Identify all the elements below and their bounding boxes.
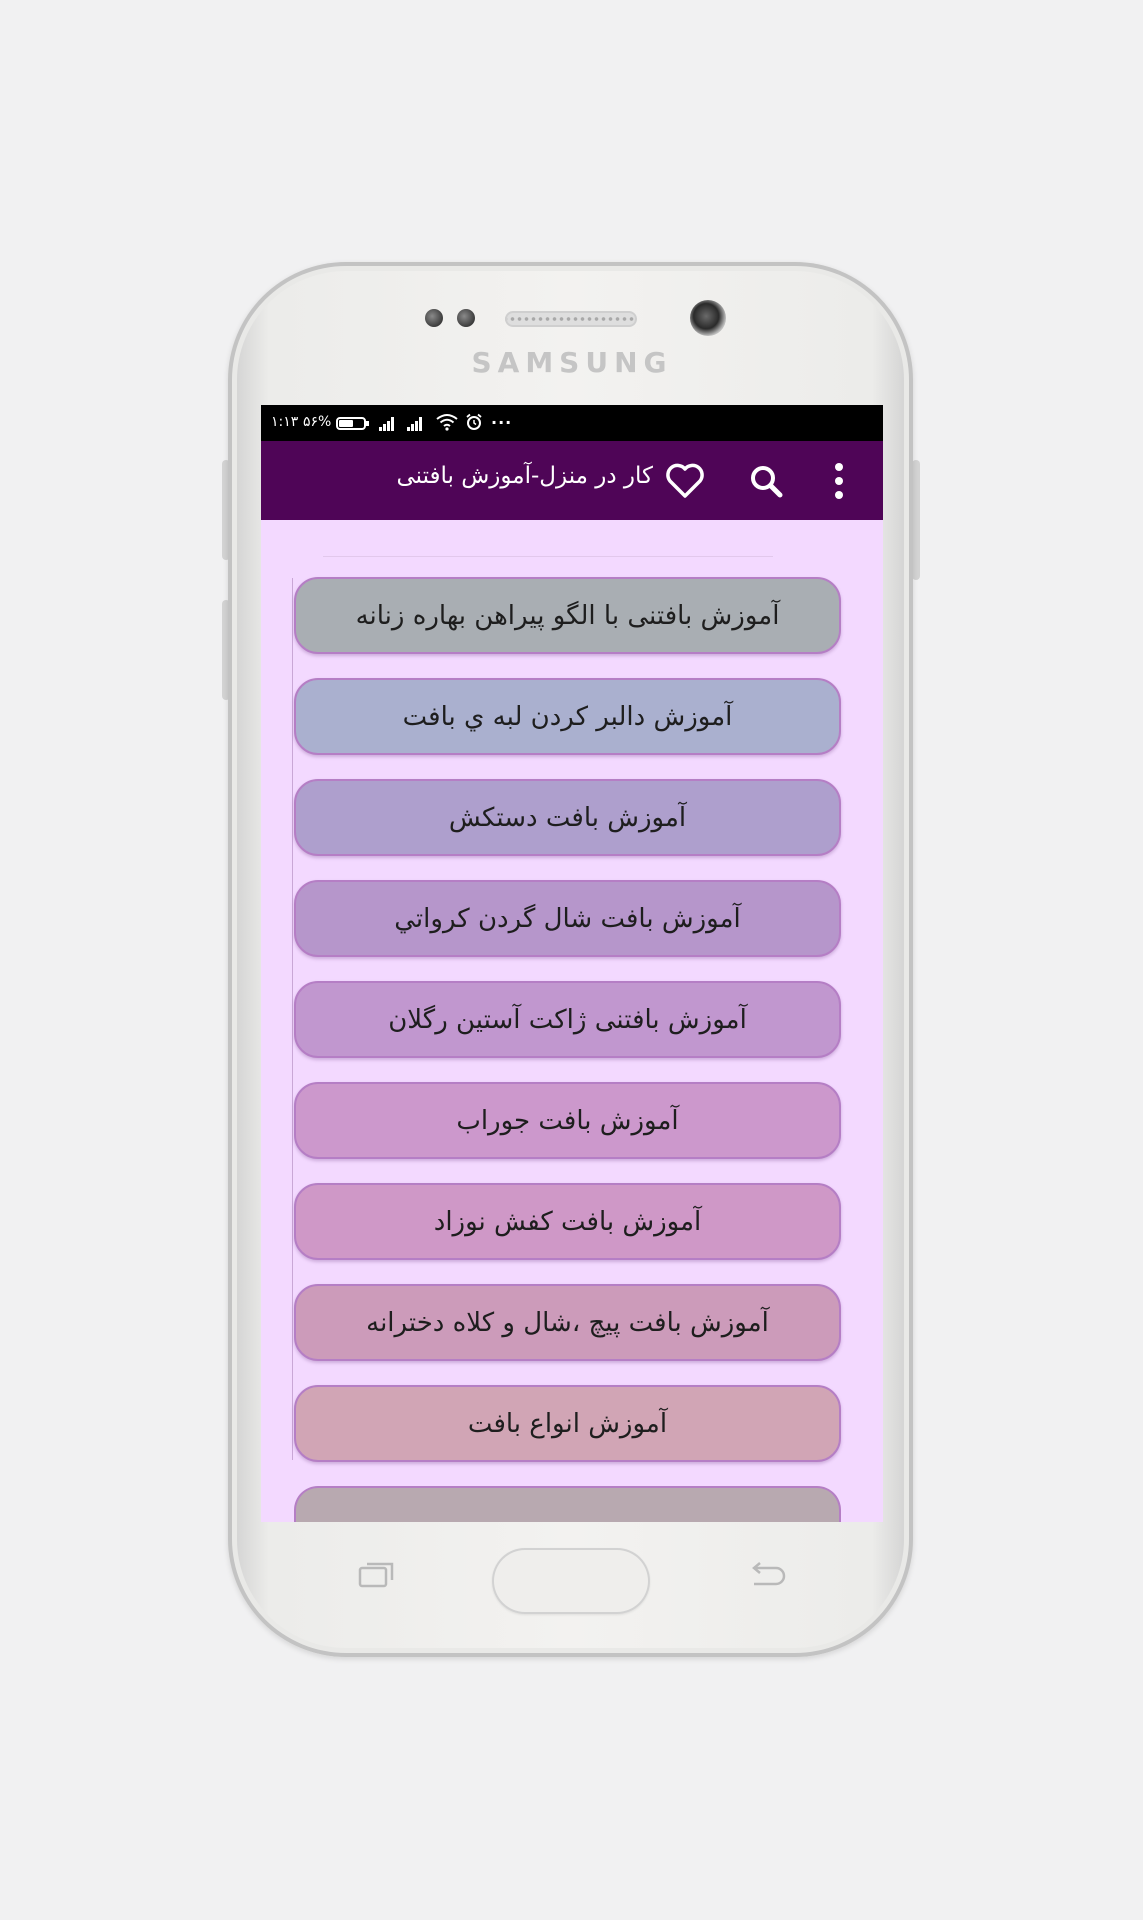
list-item-label: آموزش دالبر کردن لبه ي بافت xyxy=(402,701,733,732)
status-time: ۱:۱۳ xyxy=(271,414,299,430)
wifi-icon xyxy=(436,413,458,431)
front-camera xyxy=(690,300,726,336)
proximity-sensor xyxy=(425,309,443,327)
list-item[interactable] xyxy=(294,880,841,957)
list-item[interactable] xyxy=(294,577,841,654)
list-item-label: آموزش بافت پيچ ،شال و کلاه دخترانه xyxy=(366,1307,769,1338)
list-item-label: آموزش بافتنی با الگو پیراهن بهاره زنانه xyxy=(355,600,780,631)
signal-icon xyxy=(379,415,397,431)
search-icon[interactable] xyxy=(744,459,788,503)
signal-icon xyxy=(407,415,425,431)
list-item[interactable] xyxy=(294,1486,841,1522)
list-item[interactable] xyxy=(294,1082,841,1159)
alarm-icon xyxy=(465,413,483,431)
list-item[interactable] xyxy=(294,1284,841,1361)
more-notifications-icon: ... xyxy=(491,409,513,428)
list-item[interactable] xyxy=(294,779,841,856)
list-item-label: آموزش انواع بافت xyxy=(467,1408,668,1439)
app-title: کار در منزل-آموزش بافتنی xyxy=(396,463,653,489)
earpiece-speaker xyxy=(505,311,637,327)
divider xyxy=(323,556,773,557)
list-item-label: آموزش بافتنی ژاکت آستين رگلان xyxy=(388,1004,747,1035)
brand-logo: SAMSUNG xyxy=(471,346,673,379)
light-sensor xyxy=(457,309,475,327)
power-button xyxy=(912,460,920,580)
app-bar xyxy=(261,441,883,520)
list-scroll-edge xyxy=(292,578,293,1460)
list-item[interactable] xyxy=(294,1385,841,1462)
list-item[interactable] xyxy=(294,1183,841,1260)
topic-list xyxy=(261,520,883,1522)
battery-icon xyxy=(336,417,366,430)
list-item[interactable] xyxy=(294,678,841,755)
recent-apps-icon[interactable] xyxy=(358,1560,396,1588)
more-vert-icon[interactable] xyxy=(817,459,861,503)
phone-screen xyxy=(261,405,883,1522)
list-item-label: آموزش بافت شال گردن کرواتي xyxy=(394,903,741,934)
heart-icon[interactable] xyxy=(663,459,707,503)
list-item-label: آموزش بافت جوراب xyxy=(456,1105,679,1136)
home-button[interactable] xyxy=(492,1548,650,1614)
battery-percent: ۵۶% xyxy=(303,414,332,430)
back-icon[interactable] xyxy=(748,1562,788,1590)
list-item[interactable] xyxy=(294,981,841,1058)
list-item-label: آموزش بافت دستکش xyxy=(448,802,687,833)
status-bar xyxy=(261,405,883,441)
list-item-label: آموزش بافت کفش نوزاد xyxy=(433,1206,702,1237)
